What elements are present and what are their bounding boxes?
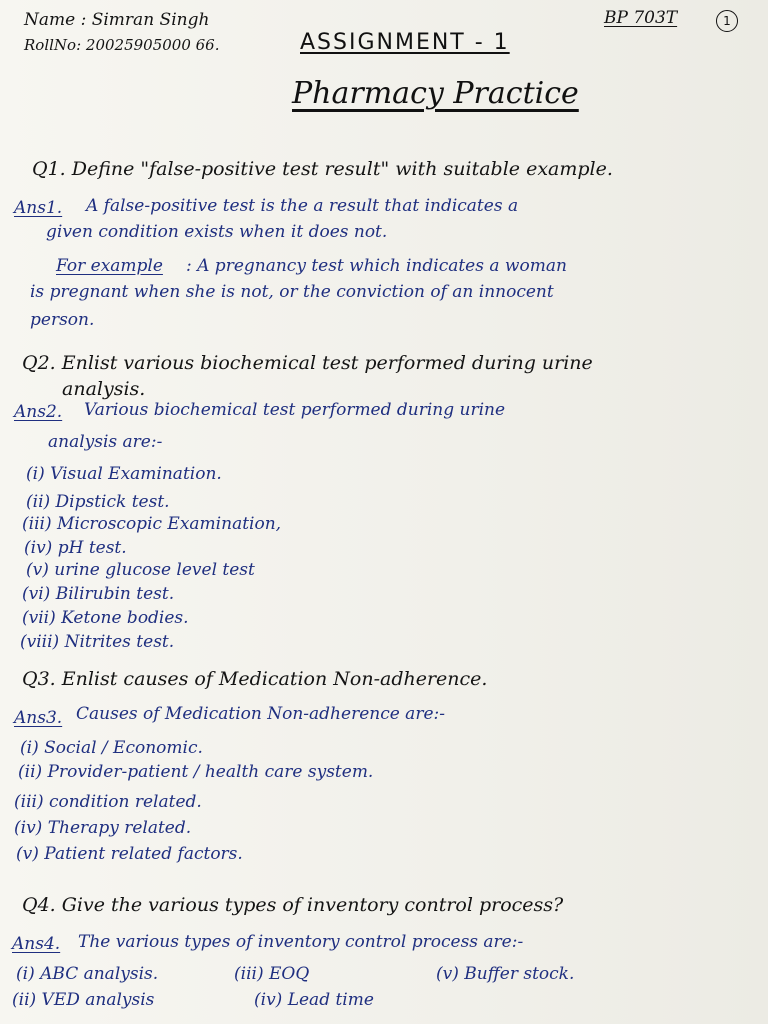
q3-item: (ii) Provider-patient / health care system. [18, 762, 374, 782]
page-number: 1 [716, 10, 738, 32]
q1-example-line1: : A pregnancy test which indicates a woman [186, 256, 567, 276]
q4-question: Q4. Give the various types of inventory control process? [22, 894, 564, 916]
q4-item: (ii) VED analysis [12, 990, 155, 1010]
q2-item: (iii) Microscopic Examination, [22, 514, 282, 534]
q2-answer-label: Ans2. [14, 402, 63, 422]
q1-example-label: For example [56, 256, 163, 276]
q3-item: (iii) condition related. [14, 792, 202, 812]
q3-item: (v) Patient related factors. [16, 844, 243, 864]
assignment-title: ASSIGNMENT - 1 [300, 30, 510, 55]
q4-item: (iii) EOQ [234, 964, 310, 984]
q2-item: (iv) pH test. [24, 538, 127, 558]
q2-answer-line2: analysis are:- [48, 432, 163, 452]
q1-example-line2: is pregnant when she is not, or the conviction of an innocent [30, 282, 554, 302]
q2-item: (i) Visual Examination. [26, 464, 222, 484]
q3-item: (i) Social / Economic. [20, 738, 203, 758]
q2-answer-line1: Various biochemical test performed during urine [84, 400, 506, 420]
q1-answer-line2: given condition exists when it does not. [46, 222, 388, 242]
q4-answer-line: The various types of inventory control process are:- [78, 932, 524, 952]
q2-item: (vi) Bilirubin test. [22, 584, 175, 604]
q4-item: (iv) Lead time [254, 990, 374, 1010]
q4-item: (v) Buffer stock. [436, 964, 575, 984]
q3-answer-label: Ans3. [14, 708, 63, 728]
roll-number: RollNo: 20025905000 66. [24, 36, 220, 54]
q1-answer-label: Ans1. [14, 198, 63, 218]
q2-question-line2: analysis. [62, 378, 146, 400]
q1-example-line3: person. [30, 310, 95, 330]
q1-answer-line1: A false-positive test is the a result that indicates a [86, 196, 519, 216]
q3-answer-line: Causes of Medication Non-adherence are:- [76, 704, 445, 724]
q2-item: (v) urine glucose level test [26, 560, 255, 580]
course-code: BP 703T [604, 8, 678, 28]
q3-question: Q3. Enlist causes of Medication Non-adherence. [22, 668, 488, 690]
q2-item: (viii) Nitrites test. [20, 632, 175, 652]
q2-question-line1: Q2. Enlist various biochemical test performed during urine [22, 352, 593, 374]
student-name: Name : Simran Singh [24, 10, 210, 30]
q4-item: (i) ABC analysis. [16, 964, 159, 984]
assignment-subtitle: Pharmacy Practice [292, 76, 579, 111]
q1-question: Q1. Define "false-positive test result" with suitable example. [32, 158, 613, 180]
q2-item: (vii) Ketone bodies. [22, 608, 189, 628]
q2-item: (ii) Dipstick test. [26, 492, 170, 512]
q4-answer-label: Ans4. [12, 934, 61, 954]
q3-item: (iv) Therapy related. [14, 818, 192, 838]
